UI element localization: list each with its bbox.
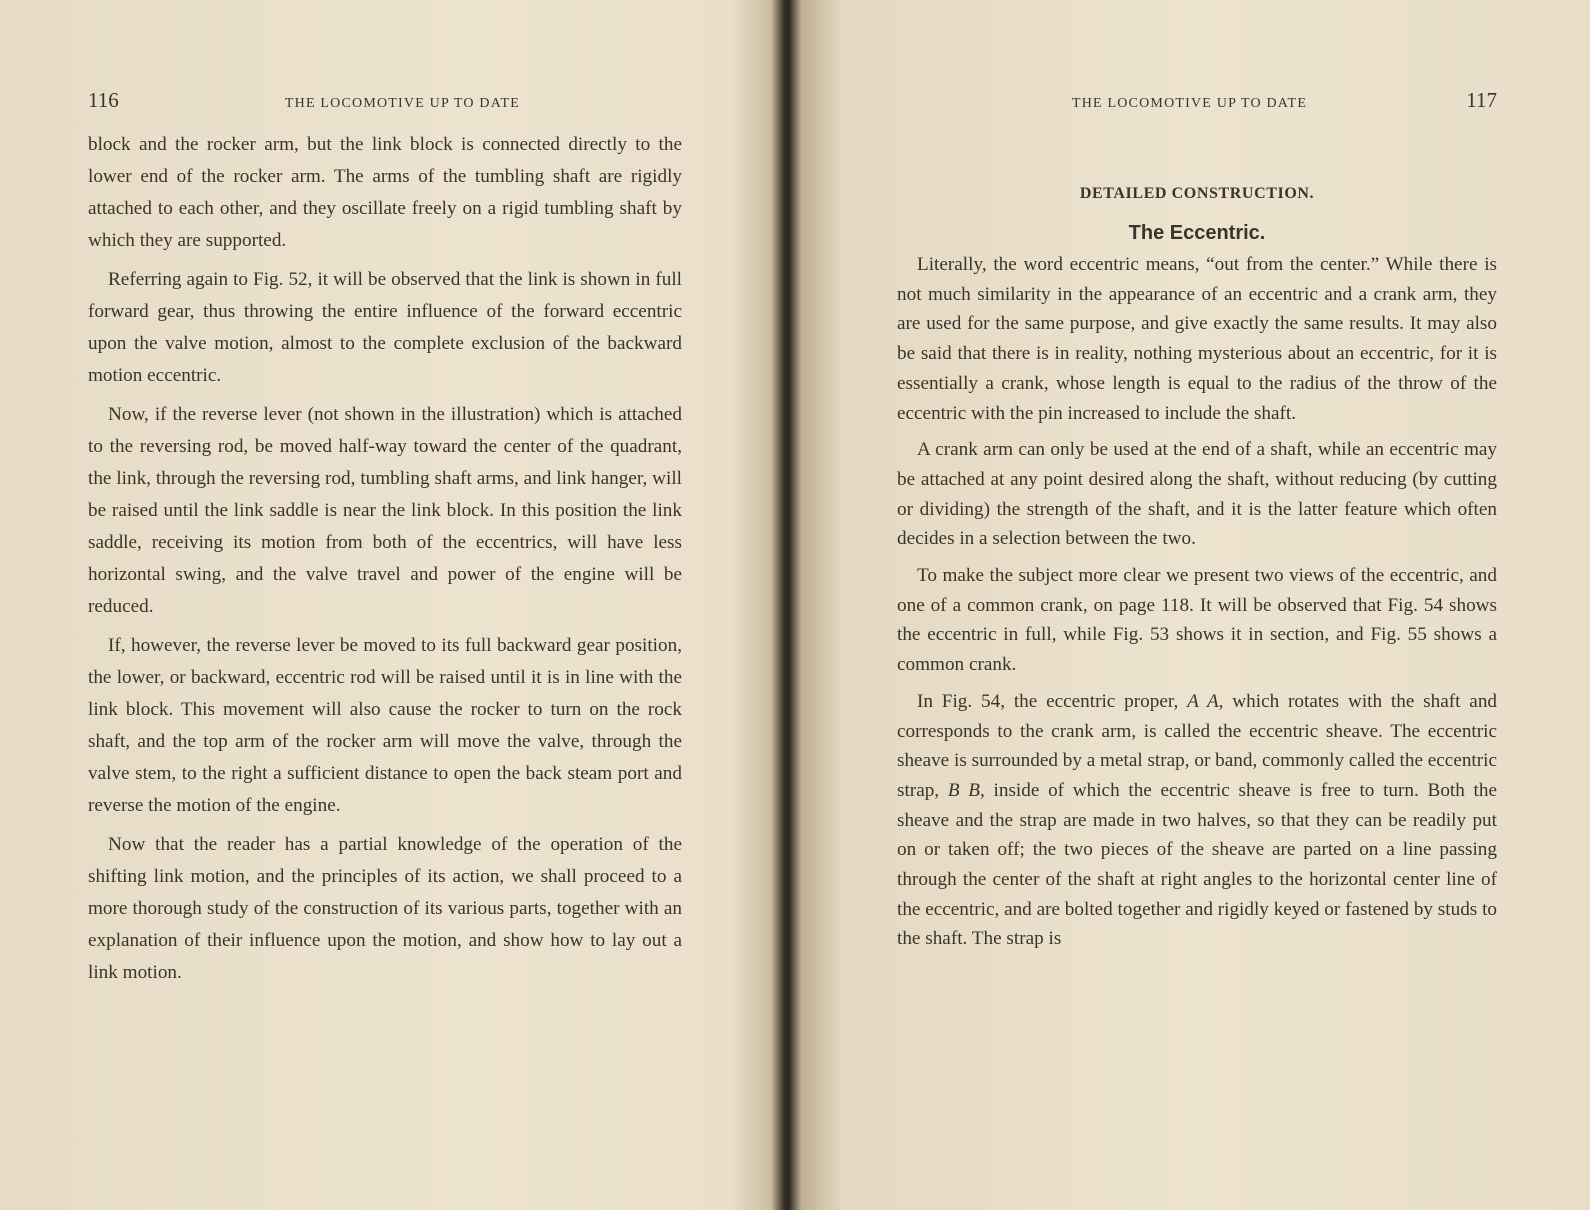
- paragraph: A crank arm can only be used at the end of a shaft, while an eccentric may be attached at any point desired along the shaft, without reducing (by cutting or dividing) the strength of the shaft, and it is the latter feature which often decides in a selection between the two.: [897, 439, 1497, 550]
- paragraph: Now, if the reverse lever (not shown in the illustration) which is attached to the reversing rod, be moved half-way toward the center of the quadrant, the link, through the reversing rod, tumbling shaft arms, and link hanger, will be raised until the link saddle is near the link block. In this position the link saddle, receiving its motion from both of the eccentrics, will have less horizontal swing, and the valve travel and power of the engine will be reduced.: [88, 404, 682, 617]
- running-head-left: [88, 88, 678, 118]
- text-run: , inside of which the eccentric sheave is free to turn. Both the sheave and the strap are made in two halves, so that they can be readily put on or taken off; the two pieces of the sheave are parted on a line passing through the center of the shaft at right angles to the horizontal center line of the eccentric, and are bolted together and rigidly keyed or fastened by studs to the shaft. The strap is: [897, 779, 1497, 950]
- running-head-title-left: THE LOCOMOTIVE UP TO DATE: [284, 96, 520, 111]
- label-a-a: A A: [1187, 690, 1219, 712]
- running-head-right: [1072, 88, 1497, 118]
- paragraph: [897, 687, 1497, 954]
- paragraph: Referring again to Fig. 52, it will be observed that the link is shown in full forward gear, thus throwing the entire influence of the forward eccentric upon the valve motion, almost to the complete exclusion of the backward motion eccentric.: [88, 269, 682, 386]
- paragraph: To make the subject more clear we present two views of the eccentric, and one of a common crank, on page 118. It will be observed that Fig. 54 shows the eccentric in full, while Fig. 53 shows it in section, and Fig. 55 shows a common crank.: [897, 565, 1497, 676]
- paragraph: block and the rocker arm, but the link block is connected directly to the lower end of the rocker arm. The arms of the tumbling shaft are rigidly attached to each other, and they oscillate freely on a rigid tumbling shaft by which they are supported.: [88, 134, 682, 251]
- left-page: [0, 0, 788, 1210]
- left-page-body: [88, 129, 682, 996]
- paragraph: If, however, the reverse lever be moved to its full backward gear position, the lower, or backward, eccentric rod will be raised until it is in line with the link block. This movement will also cause the rocker to turn on the rock shaft, and the top arm of the rocker arm will move the valve, through the valve stem, to the right a sufficient distance to open the back steam port and reverse the motion of the engine.: [88, 635, 682, 816]
- text-run: , which rotates with the shaft and corresponds to the crank arm, is called the eccentric sheave. The eccentric sheave is surrounded by a metal strap, or band, commonly called the eccentric strap,: [897, 690, 1498, 801]
- paragraph: Literally, the word eccentric means, “out from the center.” While there is not much similarity in the appearance of an eccentric and a crank arm, they are used for the same purpose, and give exactly the same results. It may also be said that there is in reality, nothing mysterious about an eccentric, for it is essentially a crank, whose length is equal to the radius of the throw of the eccentric with the pin increased to include the shaft.: [897, 254, 1497, 424]
- subsection-title: The Eccentric.: [1128, 222, 1266, 244]
- page-number-right: 117: [1466, 88, 1497, 112]
- label-b-b: B B: [947, 779, 980, 801]
- text-run: In Fig. 54, the eccentric proper,: [917, 690, 1188, 712]
- section-title: DETAILED CONSTRUCTION.: [1079, 185, 1315, 202]
- right-page-body: [897, 250, 1497, 961]
- paragraph: Now that the reader has a partial knowledge of the operation of the shifting link motion, and the principles of its action, we shall proceed to a more thorough study of the construction of its various parts, together with an explanation of their influence upon the motion, and show how to lay out a link motion.: [88, 834, 682, 983]
- running-head-title-right: THE LOCOMOTIVE UP TO DATE: [1072, 96, 1308, 111]
- right-page: [792, 0, 1590, 1210]
- page-number-left: 116: [88, 88, 119, 112]
